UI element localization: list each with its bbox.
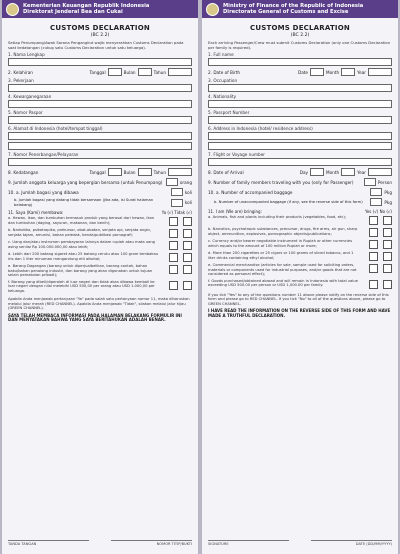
birth-year-input[interactable]: [368, 68, 392, 76]
yes-no-header: 11. I am (We are) bringing: Yes (√) No (√): [208, 209, 392, 215]
q-a-no-checkbox[interactable]: [383, 216, 392, 225]
nationality-input[interactable]: [208, 100, 392, 108]
form-title: CUSTOMS DECLARATION: [250, 24, 350, 32]
question-d: d. More than 200 cigarettes or 25 cigars or 100 grams of sliced tobacco, and 1 liter drinks containing ethyl alcohol;: [208, 251, 392, 261]
form-indonesian: [2, 0, 198, 554]
field-occupation: 3. Pekerjaan: [8, 78, 192, 92]
header-bar: [2, 0, 198, 18]
field-family: 9. Jumlah anggota keluarga yang bepergian bersama (untuk Penumpang) orang: [8, 179, 192, 185]
field-address: 6. Address in Indonesia (hotel/ residence address): [208, 126, 392, 150]
q-d-yes-checkbox[interactable]: [369, 252, 378, 261]
question-f: f. Goods purchased/obtained abroad and will remain in Indonesia with total value exceeding USD 500.00 per person or USD 1,000.00 per family.: [208, 279, 392, 289]
field-full-name: 1. Nama Lengkap: [8, 52, 192, 66]
field-family: 9. Number of family members traveling with you (only for Passenger) Person: [208, 179, 392, 185]
field-baggage: 10. a. Jumlah bagasi yang dibawa koli: [8, 189, 192, 195]
header-line-1: Kementerian Keuangan Republik Indonesia: [23, 3, 150, 9]
question-a: a. Animals, fish and plants including their products (vegetables, food, etc);: [208, 215, 392, 225]
form-code: (BC 2.2): [90, 33, 110, 38]
q-f-no-checkbox[interactable]: [383, 280, 392, 289]
birth-month-input[interactable]: [341, 68, 355, 76]
arrival-date-input[interactable]: [108, 168, 122, 176]
family-count-input[interactable]: [166, 178, 178, 186]
q-f-no-checkbox[interactable]: [183, 281, 192, 290]
arrival-year-input[interactable]: [168, 168, 192, 176]
q-b-yes-checkbox[interactable]: [169, 229, 178, 238]
full-name-input[interactable]: [208, 58, 392, 66]
address-input-2[interactable]: [8, 142, 192, 150]
header-bar: [202, 0, 398, 18]
q-a-yes-checkbox[interactable]: [169, 217, 178, 226]
q-b-yes-checkbox[interactable]: [369, 228, 378, 237]
q-b-no-checkbox[interactable]: [183, 229, 192, 238]
q-f-yes-checkbox[interactable]: [169, 281, 178, 290]
receipt-number-field[interactable]: NOMOR TITIP/BUKTI: [111, 540, 192, 546]
q-c-no-checkbox[interactable]: [383, 240, 392, 249]
arrival-month-input[interactable]: [138, 168, 152, 176]
question-c: c. Uang dan/atau instrumen pembayaran lainnya dalam rupiah atau mata uang asing senilai Rp 100.000.000,00 atau lebih;: [8, 240, 192, 250]
address-input-1[interactable]: [208, 132, 392, 140]
family-count-input[interactable]: [364, 178, 376, 186]
q-c-yes-checkbox[interactable]: [169, 241, 178, 250]
declaration-statement: I HAVE READ THE INFORMATION ON THE REVERSE SIDE OF THIS FORM AND HAVE MADE A TRUTHFUL DECLARATION.: [208, 308, 391, 318]
garuda-emblem-icon: [206, 3, 219, 16]
form-english: [202, 0, 398, 554]
birth-month-input[interactable]: [138, 68, 152, 76]
field-flight: 7. Flight or Voyage number: [208, 152, 392, 166]
field-baggage-unaccompanied: b. Jumlah bagasi yang datang tidak bersamaan (jika ada, isi Surat halaman belakang) koli: [14, 198, 192, 207]
birth-year-input[interactable]: [168, 68, 192, 76]
q-e-no-checkbox[interactable]: [183, 265, 192, 274]
address-input-2[interactable]: [208, 142, 392, 150]
form-intro: Setiap Penumpang/Awak Sarana Pengangkut wajib menyerahkan Customs Declaration pada saat kedatangan (cukup satu Customs Declaration untuk satu keluarga).: [8, 40, 184, 50]
baggage-count-input[interactable]: [171, 188, 183, 196]
q-a-yes-checkbox[interactable]: [369, 216, 378, 225]
form-code: (BC 2.2): [290, 33, 310, 38]
question-b: b. Narcotics, psychotropic substances, precursor, drugs, fire arms, air gun, sharp object, ammunition, explosives, pornographic objects/publications;: [208, 227, 392, 237]
field-arrival: 8. Kedatangan Tanggal Bulan Tahun: [8, 168, 192, 176]
birth-date-input[interactable]: [108, 68, 122, 76]
arrival-day-input[interactable]: [310, 168, 324, 176]
form-title: CUSTOMS DECLARATION: [50, 24, 150, 32]
field-passport: 5. Nomor Paspor: [8, 110, 192, 124]
q-a-no-checkbox[interactable]: [183, 217, 192, 226]
signature-area: [208, 540, 392, 546]
field-passport: 5. Passport Number: [208, 110, 392, 124]
declaration-statement: SAYA TELAH MEMBACA INFORMASI PADA HALAMAN BELAKANG FORMULIR INI DAN MENYATAKAN BAHWA YANG SAYA BERITAHUKAN ADALAH BENAR.: [8, 312, 182, 323]
question-f: f. Barang yang dibeli/diperoleh di luar negeri dan tidak akan dibawa kembali ke luar negeri dengan nilai melebihi USD 500,00 per orang atau USD 1.000,00 per keluarga.: [8, 280, 192, 294]
occupation-input[interactable]: [8, 84, 192, 92]
field-baggage-unaccompanied: b. Number of unaccompanied baggage (if any, see the reverse side of this form) Pkg: [214, 199, 392, 205]
baggage-count-input[interactable]: [370, 188, 382, 196]
arrival-year-input[interactable]: [368, 168, 392, 176]
question-c: c. Currency and/or bearer negotiable instrument in Rupiah or other currencies which equals to the amount of 100 million Rupiah or more;: [208, 239, 392, 249]
question-b: b. Narkotika, psikotropika, prekursor, obat-obatan, senjata api, senjata angin, senjata tajam, amunisi, bahan peledak, benda/publikasi pornografi;: [8, 228, 192, 238]
question-a: a. Hewan, ikan, dan tumbuhan termasuk produk yang berasal dari hewan, ikan dan tumbuhan (daging, sayuran, makanan, dan benih);: [8, 216, 192, 226]
field-nationality: 4. Nationality: [208, 94, 392, 108]
field-birth: 2. Date of Birth Date Month Year: [208, 68, 392, 76]
form-intro: Each arriving Passenger/Crew must submit Customs Declaration (only one Customs Declaration per family is required).: [208, 40, 391, 50]
signature-area: [8, 540, 192, 546]
q-d-yes-checkbox[interactable]: [169, 253, 178, 262]
q-e-yes-checkbox[interactable]: [169, 265, 178, 274]
header-line-1: Ministry of Finance of the Republic of Indonesia: [223, 3, 364, 9]
q-c-yes-checkbox[interactable]: [369, 240, 378, 249]
flight-input[interactable]: [8, 158, 192, 166]
field-nationality: 4. Kewarganegaraan: [8, 94, 192, 108]
q-e-yes-checkbox[interactable]: [369, 264, 378, 273]
q-f-yes-checkbox[interactable]: [369, 280, 378, 289]
arrival-month-input[interactable]: [341, 168, 355, 176]
unaccompanied-count-input[interactable]: [370, 198, 382, 206]
question-d: d. Lebih dari 200 batang sigaret atau 25 batang cerutu atau 100 gram tembakau iris dan 1 liter minuman mengandung etil alkohol;: [8, 252, 192, 262]
q-d-no-checkbox[interactable]: [383, 252, 392, 261]
yes-no-header: 11. Saya (Kami) membawa: Ya (√) Tidak (√): [8, 210, 192, 215]
date-field[interactable]: DATE (DD/MM/YYYY): [311, 540, 392, 546]
unaccompanied-count-input[interactable]: [171, 199, 183, 207]
q-e-no-checkbox[interactable]: [383, 264, 392, 273]
field-occupation: 3. Occupation: [208, 78, 392, 92]
garuda-emblem-icon: [6, 3, 19, 16]
header-line-2: Direktorat Jenderal Bea dan Cukai: [23, 9, 123, 15]
signature-field[interactable]: SIGNATURE: [208, 540, 289, 546]
question-e: e. Barang Dagangan (barang untuk diperjualbelikan, barang contoh, bahan baku/bahan penolong industri, dan barang yang akan digunakan untuk tujuan selain pemakaian pribadi);: [8, 264, 192, 278]
q-d-no-checkbox[interactable]: [183, 253, 192, 262]
field-full-name: 1. Full name: [208, 52, 392, 66]
field-arrival: 8. Date of Arrival Day Month Year: [208, 168, 392, 176]
field-flight: 7. Nomor Penerbangan/Pelayaran: [8, 152, 192, 166]
q-c-no-checkbox[interactable]: [183, 241, 192, 250]
flight-input[interactable]: [208, 158, 392, 166]
passport-input[interactable]: [208, 116, 392, 124]
passport-input[interactable]: [8, 116, 192, 124]
channel-note: If you tick "Yes" to any of the questions number 11 above please notify on the reverse side of this form and please go to RED CHANNEL. If you tick "No" to all of the questions above, please go to GREEN CHANNEL.: [208, 292, 389, 306]
occupation-input[interactable]: [208, 84, 392, 92]
question-e: e. Commercial merchandise (articles for sale, sample used for soliciting orders, materials or components used for industrial purposes, and/or goods that are not considered as personal effect);: [208, 263, 392, 277]
full-name-input[interactable]: [8, 58, 192, 66]
channel-note: Apabila Anda menjawab pertanyaan "Ya" pada salah satu pertanyaan nomor 11, maka diharuskan melalui jalur merah (RED CHANNEL). Apabila Anda menjawab "Tidak", silakan melalui jalur hijau (GREEN CHANNEL).: [8, 297, 190, 310]
field-birth: 2. Kelahiran Tanggal Bulan Tahun: [8, 68, 192, 76]
signature-field[interactable]: TANDA TANGAN: [8, 540, 89, 546]
birth-date-input[interactable]: [310, 68, 324, 76]
nationality-input[interactable]: [8, 100, 192, 108]
q-b-no-checkbox[interactable]: [383, 228, 392, 237]
header-line-2: Directorate General of Customs and Excise: [223, 9, 349, 15]
address-input-1[interactable]: [8, 132, 192, 140]
field-address: 6. Alamat di Indonesia (hotel/tempat tinggal): [8, 126, 192, 150]
field-baggage: 10. a. Number of accompanied baggage Pkg: [208, 189, 392, 195]
